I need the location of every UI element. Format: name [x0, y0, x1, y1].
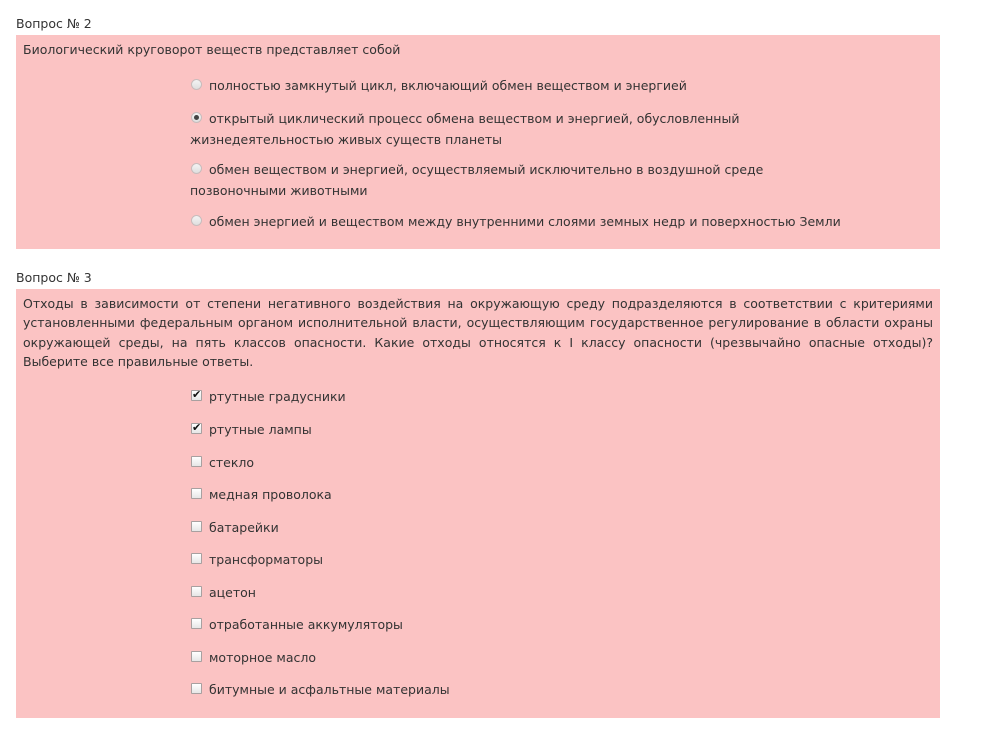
q3-option-5[interactable] [190, 517, 279, 538]
radio-button[interactable] [191, 79, 202, 90]
q2-option-3[interactable] [190, 159, 763, 201]
radio-button-selected[interactable] [191, 112, 202, 123]
q2-option-label: полностью замкнутый цикл, включающий обмен веществом и энергией [209, 78, 687, 93]
question-2-title: Вопрос № 2 [16, 16, 92, 31]
checkbox[interactable] [191, 586, 202, 597]
checkbox[interactable] [191, 683, 202, 694]
checkbox[interactable] [191, 651, 202, 662]
q3-option-label: ртутные лампы [209, 422, 312, 437]
checkbox[interactable] [191, 521, 202, 532]
q3-option-9[interactable] [190, 647, 316, 668]
checkbox[interactable] [191, 456, 202, 467]
q3-option-6[interactable] [190, 549, 323, 570]
q3-option-label: битумные и асфальтные материалы [209, 682, 450, 697]
q2-option-label: обмен веществом и энергией, осуществляемый исключительно в воздушной среде [209, 162, 764, 177]
q3-option-3[interactable] [190, 452, 254, 473]
question-2-box [16, 35, 940, 249]
checkbox[interactable] [191, 553, 202, 564]
q3-option-label: моторное масло [209, 650, 317, 665]
q3-option-8[interactable] [190, 614, 403, 635]
radio-button[interactable] [191, 215, 202, 226]
checkbox[interactable] [191, 488, 202, 499]
question-2-text: Биологический круговорот веществ представляет собой [23, 42, 401, 57]
q2-option-label: обмен энергией и веществом между внутренними слоями земных недр и поверхностью Земли [209, 214, 841, 229]
checkbox-checked[interactable] [191, 390, 202, 401]
question-3-text: Отходы в зависимости от степени негативного воздействия на окружающую среду подразделяются в соответствии с критериями установленными федеральным органом исполнительной власти, осуществляющим государственное регулирование в области охраны окружающей среды, на пять классов опасности. Какие отходы относятся к I классу опасности (чрезвычайно опасные отходы)? Выберите все правильные ответы. [23, 296, 933, 369]
q3-option-label: ртутные градусники [209, 389, 346, 404]
checkmark-icon: ✔ [192, 421, 202, 434]
checkbox-checked[interactable] [191, 423, 202, 434]
q2-option-2[interactable] [190, 108, 739, 150]
q2-option-label-cont: жизнедеятельностью живых существ планеты [190, 132, 502, 147]
question-3-box [16, 289, 940, 718]
q3-option-4[interactable] [190, 484, 332, 505]
checkmark-icon: ✔ [192, 388, 202, 401]
q3-option-label: стекло [209, 455, 255, 470]
q3-option-label: трансформаторы [209, 552, 324, 567]
radio-button[interactable] [191, 163, 202, 174]
q2-option-1[interactable] [190, 75, 687, 96]
q2-option-label: открытый циклический процесс обмена веществом и энергией, обусловленный [209, 111, 740, 126]
q2-option-4[interactable] [190, 211, 841, 232]
q3-option-label: батарейки [209, 520, 279, 535]
q3-option-1[interactable] [190, 386, 346, 407]
q2-option-label-cont: позвоночными животными [190, 183, 368, 198]
q3-option-label: медная проволока [209, 487, 332, 502]
question-3-title: Вопрос № 3 [16, 270, 92, 285]
checkbox[interactable] [191, 618, 202, 629]
q3-option-2[interactable] [190, 419, 312, 440]
q3-option-7[interactable] [190, 582, 256, 603]
q3-option-label: отработанные аккумуляторы [209, 617, 403, 632]
q3-option-label: ацетон [209, 585, 256, 600]
q3-option-10[interactable] [190, 679, 450, 700]
